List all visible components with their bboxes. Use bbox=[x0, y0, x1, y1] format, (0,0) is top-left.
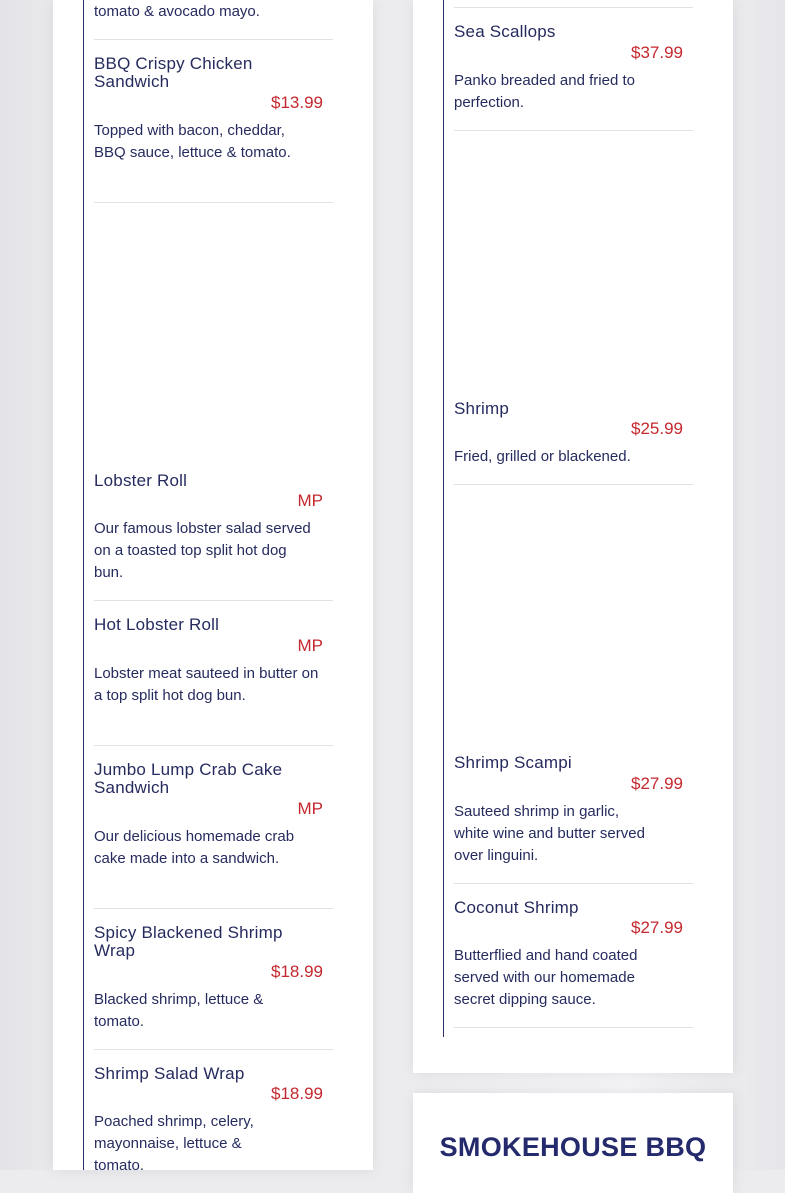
item-divider bbox=[94, 1049, 333, 1050]
item-divider bbox=[454, 1027, 693, 1028]
menu-item-price: $25.99 bbox=[631, 419, 683, 438]
menu-item-description: Blacked shrimp, lettuce & tomato. bbox=[94, 991, 264, 1030]
menu-item-price: MP bbox=[297, 636, 323, 655]
menu-item-description: Lobster meat sauteed in butter on a top split hot dog bun. bbox=[94, 665, 319, 704]
menu-item-description: Panko breaded and fried to perfection. bbox=[454, 72, 635, 111]
menu-item-description: Our famous lobster salad served on a toasted top split hot dog bun. bbox=[94, 520, 311, 581]
item-divider bbox=[94, 202, 333, 203]
menu-item-name: Shrimp bbox=[454, 399, 510, 418]
menu-item-description: Poached shrimp, celery, mayonnaise, lettuce & tomato. bbox=[94, 1113, 254, 1174]
item-divider bbox=[454, 484, 693, 485]
menu-item-name: Coconut Shrimp bbox=[454, 898, 579, 917]
item-divider bbox=[94, 600, 333, 601]
menu-item-price: $18.99 bbox=[271, 1084, 323, 1103]
menu-item-description: Butterflied and hand coated served with our homemade secret dipping sauce. bbox=[454, 947, 638, 1008]
item-divider bbox=[94, 908, 333, 909]
item-divider bbox=[94, 745, 333, 746]
menu-item-name: Lobster Roll bbox=[94, 471, 188, 490]
menu-item-name: Hot Lobster Roll bbox=[94, 615, 220, 634]
menu-item-price: $13.99 bbox=[271, 93, 323, 112]
section-heading: SMOKEHOUSE BBQ bbox=[439, 1132, 707, 1162]
menu-item-price: MP bbox=[297, 491, 323, 510]
menu-item-name: Jumbo Lump Crab Cake Sandwich bbox=[94, 760, 283, 797]
menu-item-name: Spicy Blackened Shrimp Wrap bbox=[94, 923, 283, 960]
item-divider bbox=[454, 130, 693, 131]
menu-item-name: Shrimp Salad Wrap bbox=[94, 1064, 245, 1083]
item-description-fragment: tomato & avocado mayo. bbox=[94, 3, 260, 20]
menu-item-description: Sauteed shrimp in garlic, white wine and butter served over linguini. bbox=[454, 803, 645, 864]
menu-item-description: Fried, grilled or blackened. bbox=[454, 448, 631, 465]
menu-item-description: Topped with bacon, cheddar, BBQ sauce, lettuce & tomato. bbox=[94, 122, 291, 161]
menu-item-price: $37.99 bbox=[631, 43, 683, 62]
menu-item-price: $27.99 bbox=[631, 774, 683, 793]
menu-item-name: Shrimp Scampi bbox=[454, 753, 572, 772]
item-divider bbox=[454, 883, 693, 884]
panel-right-rule bbox=[443, 0, 444, 1037]
menu-item-price: $27.99 bbox=[631, 918, 683, 937]
menu-item-name: BBQ Crispy Chicken Sandwich bbox=[94, 54, 253, 91]
menu-item-price: MP bbox=[297, 799, 323, 818]
menu-item-price: $18.99 bbox=[271, 962, 323, 981]
item-divider bbox=[454, 7, 693, 8]
item-divider bbox=[94, 39, 333, 40]
menu-item-name: Sea Scallops bbox=[454, 22, 556, 41]
menu-item-description: Our delicious homemade crab cake made into a sandwich. bbox=[94, 828, 295, 867]
panel-left-rule bbox=[83, 0, 84, 1170]
